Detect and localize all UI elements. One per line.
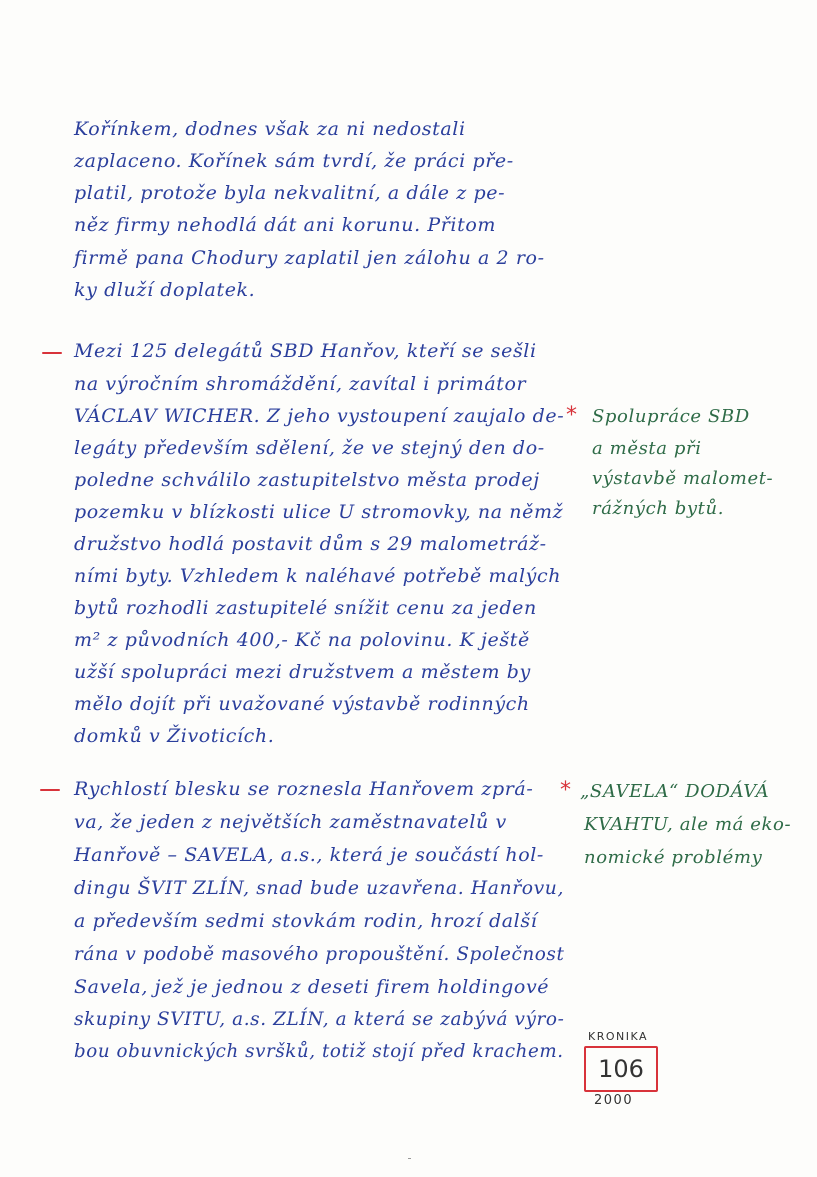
- page-number: 106: [584, 1046, 658, 1092]
- paragraph-dash: [40, 789, 60, 791]
- note-line: „SAVELA“ DODÁVÁ: [580, 781, 770, 802]
- text-line: bytů rozhodli zastupitelé snížit cenu za jeden: [74, 597, 537, 619]
- note-line: Spolupráce SBD: [592, 406, 750, 427]
- text-line: Rychlostí blesku se roznesla Hanřovem zprá-: [74, 778, 534, 800]
- text-line: Mezi 125 delegátů SBD Hanřov, kteří se sešli: [74, 340, 537, 362]
- text-line: a především sedmi stovkám rodin, hrozí další: [74, 910, 538, 932]
- text-line: va, že jeden z největších zaměstnavatelů v: [74, 811, 507, 833]
- text-line: poledne schválilo zastupitelstvo města prodej: [74, 469, 540, 491]
- text-line: mělo dojít při uvažované výstavbě rodinných: [74, 693, 530, 715]
- note-line: a města při: [592, 438, 702, 459]
- text-line: ky dluží doplatek.: [74, 279, 256, 301]
- text-line: skupiny SVITU, a.s. ZLÍN, a která se zabývá výro-: [74, 1008, 565, 1030]
- text-line: užší spolupráci mezi družstvem a městem by: [74, 661, 531, 683]
- text-line: Savela, jež je jednou z deseti firem holdingové: [74, 976, 550, 998]
- text-line: firmě pana Chodury zaplatil jen zálohu a 2 ro-: [74, 247, 545, 269]
- text-line: domků v Životicích.: [74, 725, 275, 747]
- paragraph-dash: [42, 352, 62, 354]
- text-line: legáty především sdělení, že ve stejný den do-: [74, 437, 545, 459]
- text-line: m² z původních 400,- Kč na polovinu. K ještě: [74, 629, 530, 651]
- text-line: VÁCLAV WICHER. Z jeho vystoupení zaujalo de-: [74, 405, 565, 427]
- asterisk-icon: *: [566, 403, 577, 428]
- stamp-year: 2000: [594, 1093, 634, 1108]
- note-line: výstavbě malomet-: [592, 468, 774, 489]
- text-line: družstvo hodlá postavit dům s 29 malometráž-: [74, 533, 547, 555]
- text-line: platil, protože byla nekvalitní, a dále z pe-: [74, 182, 506, 204]
- text-line: ními byty. Vzhledem k naléhavé potřebě malých: [74, 565, 562, 587]
- note-line: nomické problémy: [584, 847, 763, 868]
- text-line: rána v podobě masového propouštění. Společnost: [74, 943, 565, 965]
- note-line: rážných bytů.: [592, 498, 725, 519]
- text-line: zaplaceno. Kořínek sám tvrdí, že práci pře-: [74, 150, 514, 172]
- asterisk-icon: *: [560, 778, 571, 803]
- text-line: něz firmy nehodlá dát ani korunu. Přitom: [74, 214, 496, 236]
- text-line: pozemku v blízkosti ulice U stromovky, na němž: [74, 501, 564, 523]
- text-line: dingu ŠVIT ZLÍN, snad bude uzavřena. Hanřovu,: [74, 877, 564, 899]
- text-line: Kořínkem, dodnes však za ni nedostali: [74, 118, 466, 140]
- text-line: Hanřově – SAVELA, a.s., která je součástí hol-: [74, 844, 544, 866]
- text-line: na výročním shromáždění, zavítal i primátor: [74, 373, 527, 395]
- text-line: bou obuvnických svršků, totiž stojí před krachem.: [74, 1040, 564, 1062]
- stamp-label: KRONIKA: [588, 1030, 649, 1043]
- note-line: KVAHTU, ale má eko-: [584, 814, 792, 835]
- page-mark: [408, 1158, 411, 1159]
